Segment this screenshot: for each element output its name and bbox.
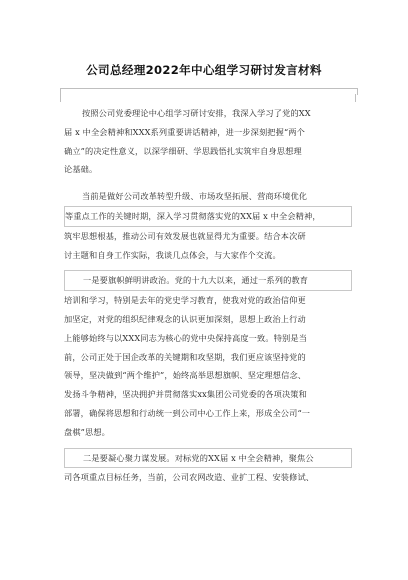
text-line: 筑牢思想根基，推动公司有效发展也就显得尤为重要。结合本次研 [64,230,306,241]
paragraph-context [62,187,354,264]
document-title: 公司总经理2022年中心组学习研讨发言材料 [86,63,322,77]
text-line: 确立”的决定性意义，以深学细研、学思践悟扎实筑牢自身思想理 [64,145,302,156]
paragraph-point-one [62,270,354,441]
text-line: 司各项重点目标任务，当前，公司农网改造、业扩工程、安装修试、 [64,472,315,483]
text-line: 领导，坚决做到“两个维护”，始终高举思想旗帜、坚定理想信念、 [64,370,307,381]
text-line: 届 x 中全会精神和XXX系列重要讲话精神，进一步深刻把握“两个 [64,126,305,137]
text-line: 讨主题和自身工作实际，我谈几点体会，与大家作个交流。 [64,249,281,260]
paragraph-point-two [62,448,354,488]
page-frame-left [60,94,61,102]
text-line: 加坚定，对党的组织纪律观念的认识更加深刻，思想上政治上行动 [64,313,306,324]
text-line-highlighted: 二是要凝心聚力谋发展。对标党的XX届 x 中全会精神，聚焦公 [64,448,352,469]
paragraph-intro [62,104,354,179]
page-frame-right [355,94,356,102]
text-line: 部署，确保将思想和行动统一到公司中心工作上来，形成全公司“一 [64,407,311,418]
text-line: 发扬斗争精神，坚决拥护并贯彻落实xx集团公司党委的各项决策和 [64,389,307,400]
text-line: 论基础。 [64,164,98,175]
text-line: 按照公司党委理论中心组学习研讨安排，我深入学习了党的XX [82,108,311,118]
text-line-highlighted: 等重点工作的关键时期，深入学习贯彻落实党的XX届 x 中全会精神， [64,206,352,227]
text-line: 前，公司正处于国企改革的关键期和攻坚期，我们更应该坚持党的 [64,351,306,362]
text-line: 盘棋”思想。 [64,426,111,437]
page-frame-corner [60,88,358,95]
text-line: 上能够始终与以XXX同志为核心的党中央保持高度一致。特别是当 [64,332,308,343]
text-line: 培训和学习，特别是去年的党史学习教育，使我对党的政治信仰更 [64,295,306,306]
text-line: 当前是做好公司改革转型升级、市场攻坚拓展、营商环境优化 [82,191,308,202]
document-body [62,104,354,490]
text-line-highlighted: 一是要旗帜鲜明讲政治。党的十九大以来，通过一系列的教育 [64,270,352,291]
